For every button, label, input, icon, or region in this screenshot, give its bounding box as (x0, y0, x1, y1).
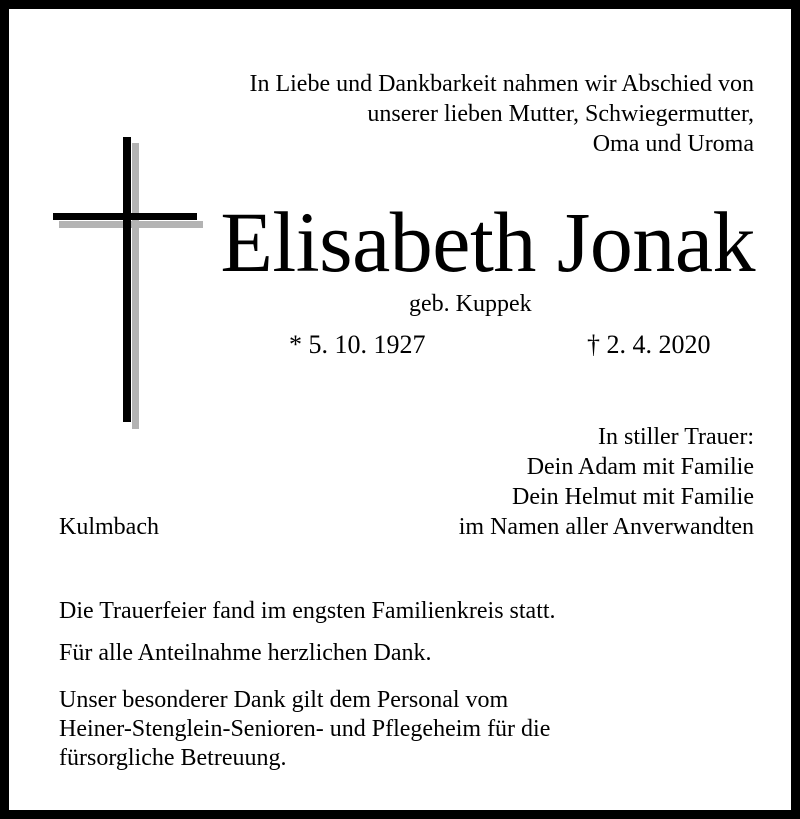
cross-icon (53, 137, 203, 429)
intro-line: Oma und Uroma (592, 131, 754, 157)
mourners-line: im Namen aller Anverwandten (458, 514, 754, 540)
mourners-block (254, 422, 754, 542)
death-date: † 2. 4. 2020 (587, 330, 711, 359)
mourners-line: Dein Adam mit Familie (526, 454, 754, 480)
deceased-name: Elisabeth Jonak (220, 194, 755, 290)
special-thanks-line: Heiner-Stenglein-Senioren- und Pflegeheim für die (59, 716, 551, 742)
funeral-note-text: Die Trauerfeier fand im engsten Familienkreis statt. (59, 598, 556, 624)
birth-date: * 5. 10. 1927 (289, 330, 426, 359)
mourners-line: In stiller Trauer: (598, 424, 754, 450)
cross-horizontal-bar (53, 213, 197, 220)
place-name: Kulmbach (59, 514, 159, 540)
mourners-line: Dein Helmut mit Familie (512, 484, 754, 510)
special-thanks-line: fürsorgliche Betreuung. (59, 745, 287, 771)
intro-text (134, 69, 754, 159)
thanks-note-text: Für alle Anteilnahme herzlichen Dank. (59, 640, 432, 666)
special-thanks-note (59, 686, 550, 773)
cross-shadow-vertical (132, 143, 139, 429)
intro-line: In Liebe und Dankbarkeit nahmen wir Abschied von (249, 71, 754, 97)
intro-line: unserer lieben Mutter, Schwiegermutter, (367, 101, 754, 127)
thanks-note (59, 639, 432, 668)
special-thanks-line: Unser besonderer Dank gilt dem Personal vom (59, 687, 509, 713)
funeral-note (59, 597, 556, 626)
cross-vertical-bar (123, 137, 131, 422)
maiden-name: geb. Kuppek (409, 291, 532, 317)
